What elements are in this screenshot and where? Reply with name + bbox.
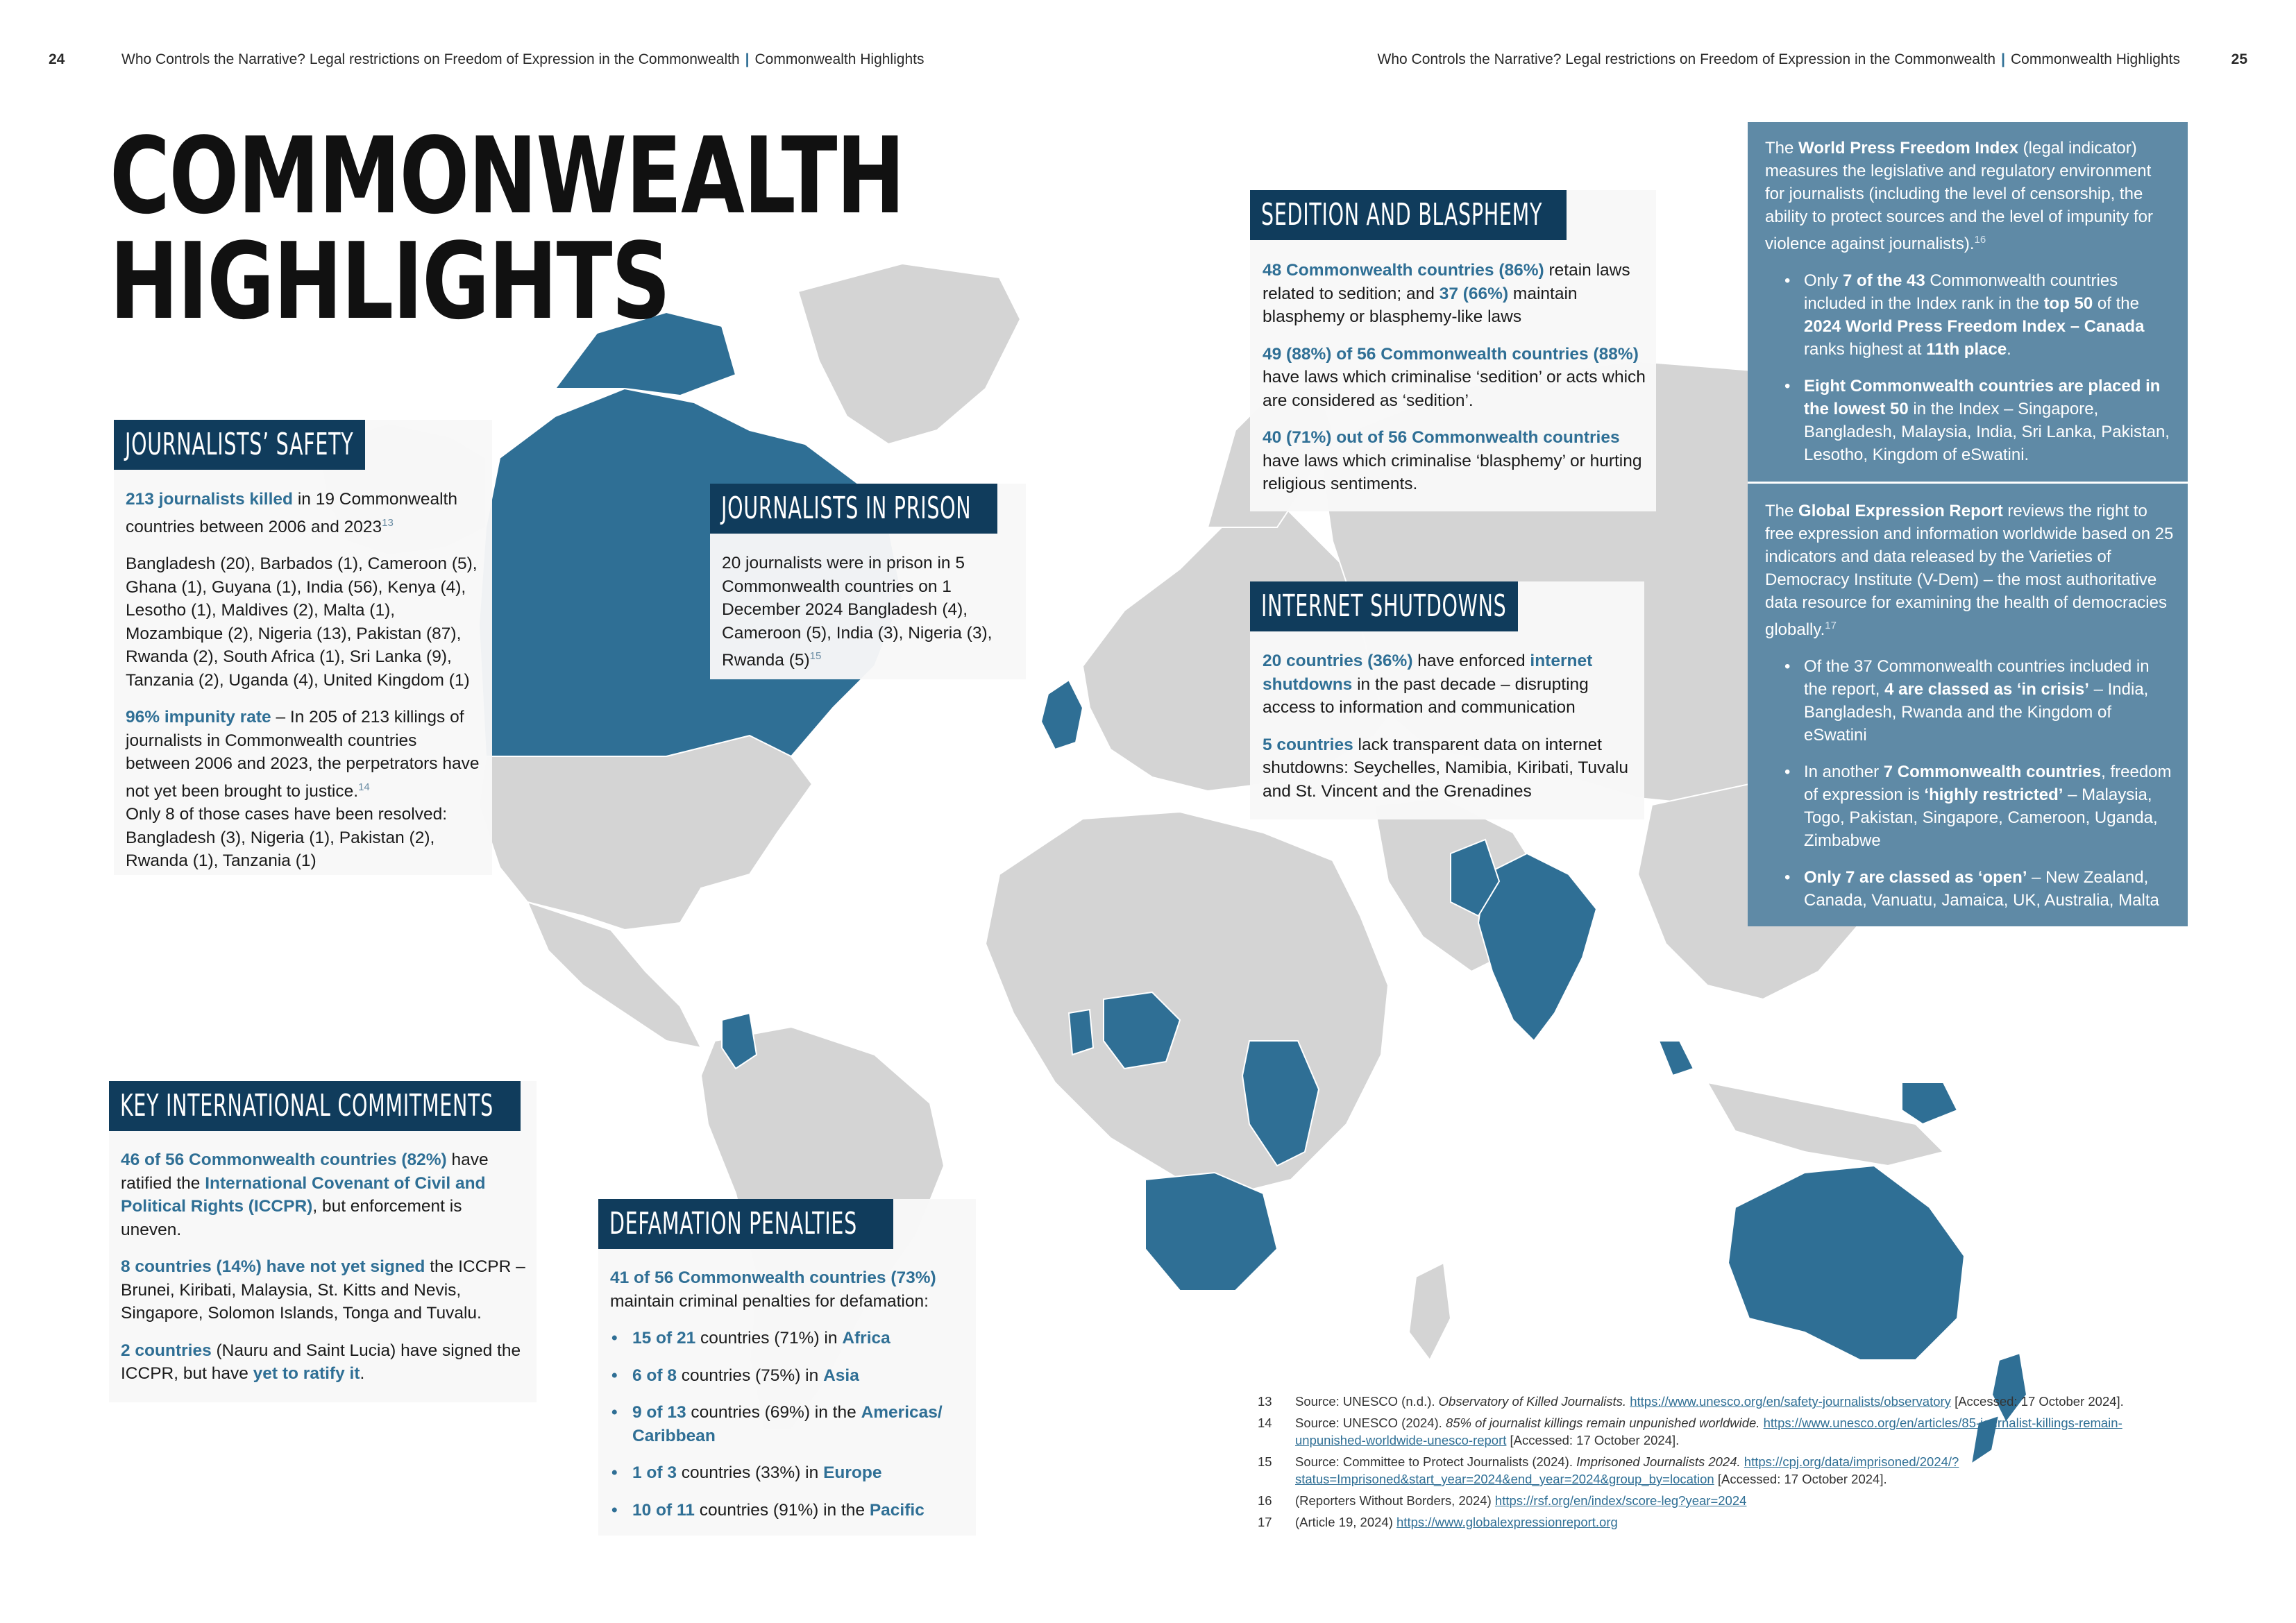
- title-line-2: HIGHLIGHTS: [110, 220, 670, 343]
- list-item: • Of the 37 Commonwealth countries included in the report, 4 are classed as ‘in crisis’ – India, Bangladesh, Rwanda and the Kingdom of eSwatini: [1765, 655, 2175, 747]
- ger-list: [1765, 655, 2175, 912]
- journalists-safety-heading: JOURNALISTS’ SAFETY: [114, 420, 365, 470]
- defamation-list: [610, 1327, 968, 1522]
- footnote-13: 13 Source: UNESCO (n.d.). Observatory of Killed Journalists. https://www.unesco.org/en/safety-journalists/observatory [Accessed: 17 October 2024].: [1258, 1394, 2124, 1409]
- journalists-prison-body: [722, 552, 1017, 686]
- section-name: Commonwealth Highlights: [754, 51, 925, 67]
- list-item: • 6 of 8 countries (75%) in Asia: [610, 1364, 968, 1388]
- footnote-14-link[interactable]: https://www.unesco.org/en/articles/85-journalist-killings-remain-unpunished-worldwide-unesco-report: [1295, 1416, 2122, 1447]
- killings-by-country: Bangladesh (20), Barbados (1), Cameroon (5), Ghana (1), Guyana (1), India (56), Kenya (4), Lesotho (1), Maldives (2), Malta (1), Mozambique (2), Nigeria (13), Pakistan (87), Rwanda (2), South Africa (1), Sri Lanka (9), Tanzania (2), Uganda (4), United Kingdom (1): [126, 554, 478, 690]
- iccpr-not-signed-stat: 8 countries (14%) have not yet signed the ICCPR – Brunei, Kiribati, Malaysia, St. Kitts and Nevis, Singapore, Solomon Islands, Tonga and Tuvalu.: [121, 1257, 525, 1323]
- page-title: [110, 114, 904, 343]
- press-freedom-index-section: [1765, 137, 2175, 480]
- list-item: • Only 7 of the 43 Commonwealth countries included in the Index rank in the top 50 of the 2024 World Press Freedom Index – Canada ranks highest at 11th place.: [1765, 269, 2175, 361]
- journalists-killed-stat: 213 journalists killed in 19 Commonwealth countries between 2006 and 2023$^{13}$: [126, 490, 457, 536]
- footnote-16-link[interactable]: https://rsf.org/en/index/score-leg?year=2024: [1494, 1493, 1747, 1508]
- prison-stat: 20 journalists were in prison in 5 Commonwealth countries on 1 December 2024 Bangladesh (4), Cameroon (5), India (3), Nigeria (3), Rwanda (5): [722, 554, 993, 670]
- list-item: • Eight Commonwealth countries are placed in the lowest 50 in the Index – Singapore, Bangladesh, Malaysia, India, Sri Lanka, Pakistan, Lesotho, Kingdom of eSwatini.: [1765, 375, 2175, 466]
- footnote-14: 14 Source: UNESCO (2024). 85% of journalist killings remain unpunished worldwide. https://www.unesco.org/en/articles/85-journalist-killings-remain-unpunished-worldwide-unesco-report [Accessed: 17 October 2024].: [1258, 1416, 2122, 1447]
- defamation-heading: DEFAMATION PENALTIES: [598, 1199, 893, 1249]
- prison-ref: 15: [809, 650, 822, 662]
- list-item: • 10 of 11 countries (91%) in the Pacific: [610, 1499, 968, 1522]
- publication-title-right: Who Controls the Narrative? Legal restrictions on Freedom of Expression in the Commonwealth: [1377, 51, 1996, 67]
- panel-divider: [1748, 482, 2188, 484]
- list-item: • 15 of 21 countries (71%) in Africa: [610, 1327, 968, 1350]
- impunity-stat: 96% impunity rate – In 205 of 213 killings of journalists in Commonwealth countries between 2006 and 2023, the perpetrators have not yet been brought to justice.$^{14}$: [126, 708, 480, 801]
- resolved-cases: Only 8 of those cases have been resolved: Bangladesh (3), Nigeria (1), Pakistan (2), Rwanda (1), Tanzania (1): [126, 805, 448, 871]
- left-page-header: 24 Who Controls the Narrative? Legal restrictions on Freedom of Expression in the Commonwealth | Commonwealth Highlights: [49, 51, 925, 67]
- right-page-number: 25: [2231, 51, 2247, 67]
- right-page-header: Who Controls the Narrative? Legal restrictions on Freedom of Expression in the Commonwealth | Commonwealth Highlights 25: [1377, 51, 2247, 67]
- footnote-13-link[interactable]: https://www.unesco.org/en/safety-journalists/observatory: [1630, 1394, 1951, 1409]
- country-uk: [1041, 680, 1083, 749]
- sedition-heading: SEDITION AND BLASPHEMY: [1250, 190, 1567, 240]
- list-item: • Only 7 are classed as ‘open’ – New Zealand, Canada, Vanuatu, Jamaica, UK, Australia, Malta: [1765, 866, 2175, 912]
- blasphemy-stat: 40 (71%) out of 56 Commonwealth countries have laws which criminalise ‘blasphemy’ or hurting religious sentiments.: [1263, 428, 1642, 493]
- sedition-stat-2: 49 (88%) of 56 Commonwealth countries (88%) have laws which criminalise ‘sedition’ or acts which are considered as ‘sedition’.: [1263, 344, 1646, 410]
- shutdown-stat: 20 countries (36%) have enforced internet shutdowns in the past decade – disrupting access to information and communication: [1263, 652, 1593, 717]
- land-africa: [986, 812, 1388, 1193]
- journalists-safety-body: [126, 488, 481, 887]
- iccpr-ratified-stat: 46 of 56 Commonwealth countries (82%) have ratified the International Covenant of Civil and Political Rights (ICCPR), but enforcement is uneven.: [121, 1150, 489, 1239]
- journalists-prison-heading: JOURNALISTS IN PRISON: [710, 484, 997, 534]
- internet-body: [1263, 649, 1637, 817]
- sedition-body: [1263, 259, 1648, 510]
- global-expression-report-section: [1765, 500, 2175, 926]
- publication-title: Who Controls the Narrative? Legal restrictions on Freedom of Expression in the Commonwealth: [121, 51, 740, 67]
- ger-intro: The Global Expression Report reviews the right to free expression and information worldwide based on 25 indicators and data released by the Varieties of Democracy Institute (V-Dem) – the most authoritative data resource for examining the health of democracies globally.$^{17}$: [1765, 502, 2174, 639]
- footnote-15: 15 Source: Committee to Protect Journalists (2024). Imprisoned Journalists 2024. https://cpj.org/data/imprisoned/2024/?status=Imprisoned&start_year=2024&end_year=2024&group_by=location [Accessed: 17 October 2024].: [1258, 1454, 1959, 1486]
- section-name-right: Commonwealth Highlights: [2011, 51, 2180, 67]
- footnote-16: 16 (Reporters Without Borders, 2024) https://rsf.org/en/index/score-leg?year=2024: [1258, 1493, 1747, 1508]
- land-madagascar: [1409, 1263, 1451, 1360]
- left-page-number: 24: [49, 51, 65, 67]
- list-item: • In another 7 Commonwealth countries, freedom of expression is ‘highly restricted’ – Malaysia, Togo, Pakistan, Singapore, Cameroon, Uganda, Zimbabwe: [1765, 760, 2175, 852]
- country-southern-africa: [1145, 1173, 1277, 1291]
- country-ghana: [1069, 1010, 1093, 1055]
- footnote-17: 17 (Article 19, 2024) https://www.globalexpressionreport.org: [1258, 1515, 1618, 1529]
- country-australia: [1728, 1166, 1964, 1360]
- commitments-heading: KEY INTERNATIONAL COMMITMENTS: [109, 1081, 521, 1131]
- sedition-stat-1: 48 Commonwealth countries (86%) retain laws related to sedition; and 37 (66%) maintain blasphemy or blasphemy-like laws: [1263, 261, 1630, 326]
- iccpr-not-ratified-stat: 2 countries (Nauru and Saint Lucia) have signed the ICCPR, but have yet to ratify it.: [121, 1341, 521, 1383]
- commitments-body: [121, 1148, 527, 1400]
- footnote-15-link[interactable]: https://cpj.org/data/imprisoned/2024/?status=Imprisoned&start_year=2024&end_year=2024&group_by=location: [1295, 1454, 1959, 1486]
- wpfi-intro: The World Press Freedom Index (legal indicator) measures the legislative and regulatory environment for journalists (including the level of censorship, the ability to protect sources and the level of impunity for violence against journalists).$^{16}$: [1765, 139, 2153, 253]
- wpfi-list: [1765, 269, 2175, 466]
- transparency-stat: 5 countries lack transparent data on internet shutdowns: Seychelles, Namibia, Kiribati, Tuvalu and St. Vincent and the Grenadines: [1263, 735, 1629, 801]
- defamation-body: [610, 1266, 968, 1536]
- country-png: [1902, 1082, 1957, 1124]
- list-item: • 9 of 13 countries (69%) in the Americas/ Caribbean: [610, 1401, 968, 1447]
- defamation-intro: 41 of 56 Commonwealth countries (73%) maintain criminal penalties for defamation:: [610, 1268, 936, 1311]
- title-line-1: COMMONWEALTH: [110, 114, 904, 237]
- footnotes: [1258, 1393, 2188, 1535]
- internet-heading: INTERNET SHUTDOWNS: [1250, 581, 1518, 631]
- list-item: • 1 of 3 countries (33%) in Europe: [610, 1461, 968, 1485]
- land-usa: [479, 736, 812, 930]
- country-malaysia: [1659, 1041, 1694, 1076]
- footnote-17-link[interactable]: https://www.globalexpressionreport.org: [1396, 1515, 1618, 1529]
